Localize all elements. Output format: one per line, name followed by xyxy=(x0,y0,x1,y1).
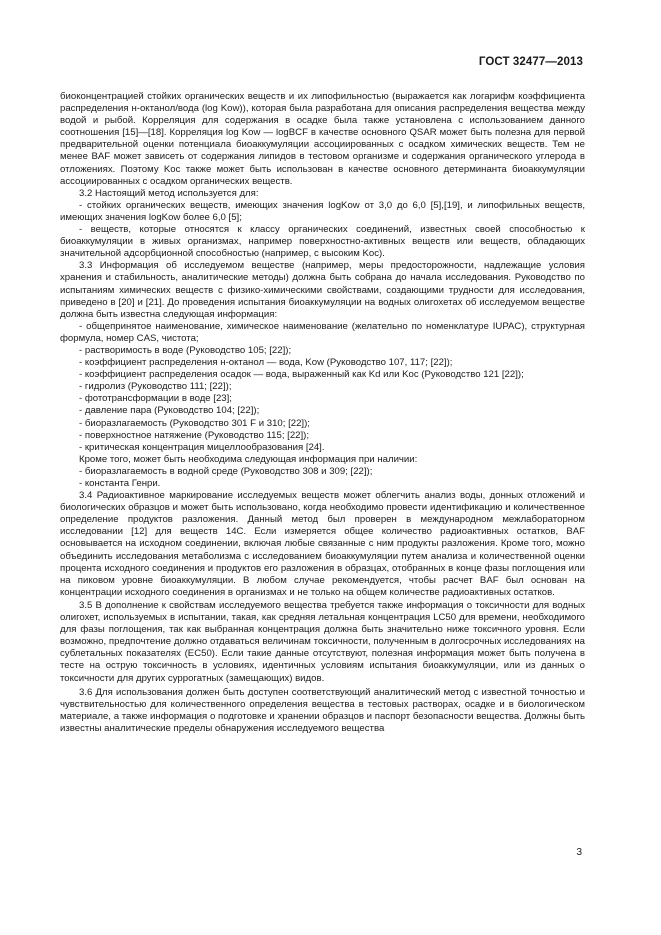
paragraph-3-5: 3.5 В дополнение к свойствам исследуемого вещества требуется также информация о токсичности для водных олигохет, используемых в испытании, такая, как средняя летальная концентрация LC50 для времени, необходимого для фазы поглощения, так как выбранная концентрация должна быть значительно ниже токсичного уровня. Если возможно, предпочтение должно отдаваться величинам токсичности, полученным в долгосрочных исследованиях на сублетальных показателях (EC50). Если такие данные отсутствуют, полезная информация может быть получена в тесте на острую токсичность в условиях, идентичных условиям испытания биоаккумуляции, или из данных о токсичности для других суррогатных (замещающих) видов. xyxy=(60,599,585,684)
list-item: - поверхностное натяжение (Руководство 115; [22]); xyxy=(79,429,310,441)
list-item: - биоразлагаемость (Руководство 301 F и 310; [22]); xyxy=(79,417,310,429)
paragraph-3-2: 3.2 Настоящий метод используется для: xyxy=(79,187,259,199)
document-header: ГОСТ 32477—2013 xyxy=(478,56,583,68)
list-item: - фототрансформации в воде [23]; xyxy=(79,393,232,405)
list-item: - гидролиз (Руководство 111; [22]); xyxy=(79,381,232,393)
list-item: - константа Генри. xyxy=(79,478,161,489)
list-item: - критическая концентрация мицеллообразования [24]. xyxy=(79,441,325,453)
paragraph-3-3: 3.3 Информация об исследуемом веществе (например, меры предосторожности, надлежащие условия хранения и стабильность, аналитические методы) должна быть собрана до начала исследования. Руководство по испытаниям химических веществ с физико-химическими свойствами, создающими трудности для исследования, приведено в [20] и [21]. До проведения испытания биоаккумуляции на водных олигохетах об исследуемом веществе должна быть известна следующая информация: xyxy=(60,260,585,320)
document-body xyxy=(60,91,585,735)
paragraph-3-6: 3.6 Для использования должен быть доступен соответствующий аналитический метод с известной точностью и чувствительностью для количественного определения вещества в тестовых растворах, осадке и в биологическом материале, а также информация о подготовке и хранении образцов и паспорт безопасности вещества. Должны быть известны аналитические пределы обнаружения исследуемого вещества xyxy=(60,686,585,734)
list-item: - давление пара (Руководство 104; [22]); xyxy=(79,405,260,417)
list-item: - биоразлагаемость в водной среде (Руководство 308 и 309; [22]); xyxy=(79,465,373,477)
paragraph-additional-info: Кроме того, может быть необходима следующая информация при наличии: xyxy=(79,453,418,465)
paragraph-3-4: 3.4 Радиоактивное маркирование исследуемых веществ может облегчить анализ воды, донных отложений и биологических образцов и может быть использовано, когда необходимо провести идентификацию и количественное определение продуктов разложения. Данный метод был проверен в международном межлабораторном исследовании [12] для веществ 14C. Если измеряется общее количество радиоактивных остатков, BAF основывается на исходном соединении, включая любые связанные с ним продукты разложения. Кроме того, можно объединить исследования метаболизма с исследованием биоаккумуляции путем анализа и количественной оценки процента исходного соединения и продуктов его разложения в образцах, отобранных в конце фазы поглощения или на пиковом уровне биоаккумуляции. В любом случае рекомендуется, чтобы расчет BAF был основан на концентрации исходного соединения в организмах и не только на общем количестве радиоактивных остатков. xyxy=(60,490,585,598)
list-item: - коэффициент распределения осадок — вода, выраженный как Kd или Koc (Руководство 121 [22]); xyxy=(79,369,524,381)
list-item: - стойких органических веществ, имеющих значения logKow от 3,0 до 6,0 [5],[19], и липофильных веществ, имеющих значения logKow более 6,0 [5]; xyxy=(60,199,585,223)
page-number: 3 xyxy=(576,847,582,858)
list-item: - растворимость в воде (Руководство 105; [22]); xyxy=(79,344,292,356)
list-item: - веществ, которые относятся к классу органических соединений, известных своей способностью к биоаккумуляции в живых организмах, например поверхностно-активных веществ или веществ, обладающих значительной адсорбционной способностью (например, с высоким Koc). xyxy=(60,224,585,260)
list-item: - общепринятое наименование, химическое наименование (желательно по номенклатуре IUPAC), структурная формула, номер CAS, чистота; xyxy=(60,320,585,344)
paragraph-bcf-correlation: биоконцентрацией стойких органических веществ и их липофильностью (выражается как логарифм коэффициента распределения н-октанол/вода (log Kow)), которая была разработана для описания распределения вещества между водой и рыбой. Корреляция для содержания в осадке была также установлена с использованием данного соотношения [15]—[18]. Корреляция log Kow — logBCF в качестве основного QSAR может быть полезна для первой предварительной оценки потенциала биоаккумуляции ассоциированных с осадком химических веществ. Тем не менее BAF может зависеть от содержания липидов в тестовом организме и содержания органического углерода в отложениях. Поэтому Koc также может быть использован в качестве основного детерминанта биоаккумуляции ассоциированных с осадком органических веществ. xyxy=(60,91,585,187)
list-item: - коэффициент распределения н-октанол — вода, Kow (Руководство 107, 117; [22]); xyxy=(79,357,453,369)
